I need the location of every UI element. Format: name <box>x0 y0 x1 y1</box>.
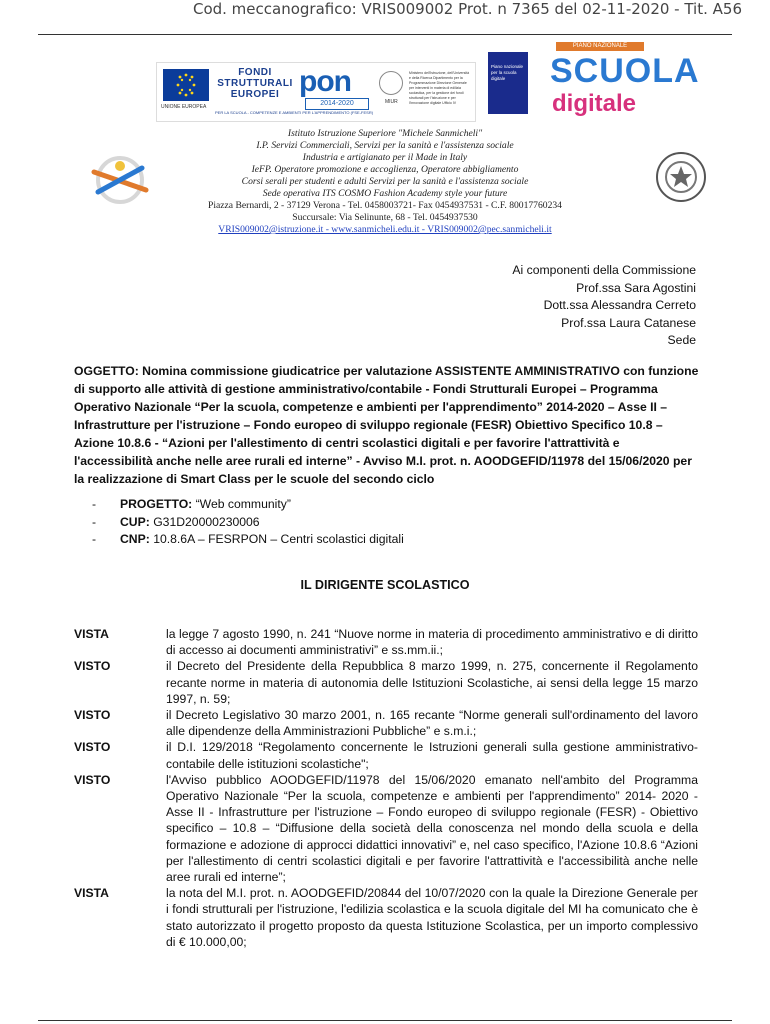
bullet-key: PROGETTO: <box>120 497 193 511</box>
fondi-caption: PER LA SCUOLA - COMPETENZE E AMBIENTI PER L'APPRENDIMENTO (FSE-FESR) <box>215 110 374 115</box>
protocol-code: Cod. meccanografico: VRIS009002 Prot. n 7365 del 02-11-2020 - Tit. A56 <box>192 0 742 18</box>
recipient-line: Dott.ssa Alessandra Cerreto <box>543 298 696 312</box>
bullet-key: CNP: <box>120 532 150 546</box>
institute-line: Corsi serali per studenti e adulti Servizi per la sanità e l'assistenza sociale <box>241 176 529 187</box>
eu-caption: UNIONE EUROPEA <box>161 104 207 110</box>
premise-key: VISTO <box>74 659 111 674</box>
bullet-dash: - <box>92 497 97 511</box>
pon-logo-text: pon <box>299 65 351 98</box>
premise-text: la nota del M.I. prot. n. AOODGEFID/20844 del 10/07/2020 con la quale la Direzione Generale per i fondi strutturali per l'istruzione, l'edilizia scolastica e la scuola digitale del MI ha comunicato che è stato autorizzato il progetto proposto da questa Istituzione Scolastica, per un importo complessivo di € 10.000,00; <box>166 886 698 949</box>
pon-banner <box>156 62 476 122</box>
header-rule <box>38 34 732 35</box>
protocol-header <box>0 0 770 34</box>
miur-caption: MIUR <box>385 99 398 105</box>
list-item <box>92 496 692 514</box>
institute-logo-icon <box>86 150 154 210</box>
recipient-line: Sede <box>667 333 696 347</box>
pnsd-label: PIANO NAZIONALE <box>556 42 644 51</box>
recipient-line: Ai componenti della Commissione <box>512 263 696 277</box>
premise-key: VISTO <box>74 772 111 787</box>
institute-branch: Succursale: Via Selinunte, 68 - Tel. 0454937530 <box>292 212 478 223</box>
premise-key: VISTA <box>74 886 109 901</box>
miur-text: Ministero dell'Istruzione, dell'Università e della Ricerca Dipartimento per la Programmazione Direzione Generale per interventi in materia di edilizia scolastica, per la gestione dei fondi strutturali per l'istruzione e per l'innovazione digitale Ufficio IV <box>409 71 470 105</box>
institute-name: Istituto Istruzione Superiore "Michele Sanmicheli" <box>287 128 483 139</box>
list-item <box>92 531 692 549</box>
list-item <box>92 514 692 532</box>
section-heading: IL DIRIGENTE SCOLASTICO <box>300 578 470 592</box>
bullet-dash: - <box>92 532 97 546</box>
institute-line: Industria e artigianato per il Made in Italy <box>302 152 468 163</box>
institute-contact-links[interactable]: VRIS009002@istruzione.it - www.sanmicheli.edu.it - VRIS009002@pec.sanmicheli.it <box>218 224 552 235</box>
recipient-line: Prof.ssa Sara Agostini <box>576 280 696 295</box>
institute-line: I.P. Servizi Commerciali, Servizi per la sanità e l'assistenza sociale <box>256 140 514 151</box>
digitale-text: digitale <box>552 90 637 117</box>
list-item <box>74 707 700 739</box>
republic-seal-icon <box>379 71 403 95</box>
pnsd-box-text: Piano nazionale per la scuola digitale <box>491 64 524 81</box>
institute-line: IeFP. Operatore promozione e accoglienza, Operatore abbigliamento <box>251 164 519 175</box>
italian-emblem-icon <box>654 150 708 204</box>
subject-paragraph: OGGETTO: Nomina commissione giudicatrice per valutazione ASSISTENTE AMMINISTRATIVO con funzione di supporto alle attività di gestione amministrativo/contabile - Fondi Strutturali Europei – Programma Operativo Nazionale “Per la scuola, competenze e ambienti per l'apprendimento” 2014-2020 – Asse II – Infrastrutture per l'istruzione – Fondo europeo di sviluppo regionale (FESR) Obiettivo Specifico 10.8 – Azione 10.8.6 - “Azioni per l'allestimento di centri scolastici digitali e per favorire l'attrattività e l'accessibilità anche nelle aree rurali ed interne” - Avviso M.I. prot. n. AOODGEFID/11978 del 15/06/2020 per la realizzazione di Smart Class per le scuole del secondo ciclo <box>74 364 699 486</box>
bullet-dash: - <box>92 514 97 529</box>
project-details <box>92 496 692 549</box>
premise-key: VISTO <box>74 708 111 723</box>
premises-list <box>74 626 700 950</box>
bullet-key: CUP: <box>120 514 150 529</box>
institute-address: Piazza Bernardi, 2 - 37129 Verona - Tel. 0458003721- Fax 0454937531 - C.F. 80017760234 <box>208 200 562 211</box>
premise-key: VISTA <box>74 627 109 641</box>
pon-years: 2014-2020 <box>305 98 369 110</box>
list-item <box>74 739 700 771</box>
institute-line: Sede operativa ITS COSMO Fashion Academy style your future <box>262 188 508 199</box>
premise-key: VISTO <box>74 740 111 755</box>
recipients-block <box>396 262 696 350</box>
recipient-line: Prof.ssa Laura Catanese <box>561 315 696 330</box>
list-item <box>74 626 700 658</box>
premise-text: il Decreto Legislativo 30 marzo 2001, n. 165 recante “Norme generali sull'ordinamento del lavoro alle dipendenze della Amministrazioni Pubbliche” e s.m.i.; <box>166 708 698 739</box>
list-item <box>74 885 700 950</box>
scuola-text: SCUOLA <box>550 52 700 90</box>
premise-text: la legge 7 agosto 1990, n. 241 “Nuove norme in materia di procedimento amministrativo e di diritto di accesso ai documenti amministrativi” e ss.mm.ii.; <box>166 627 698 658</box>
eu-flag-icon <box>163 69 209 101</box>
premise-text: l'Avviso pubblico AOODGEFID/11978 del 15/06/2020 emanato nell'ambito del Programma Operativo Nazionale “Per la scuola, competenze e ambienti per l'apprendimento” 2014- 2020 - Asse II - Infrastrutture per l'istruzione – Fondo europeo di sviluppo regionale (FESR) - Obiettivo specifico – 10.8 – “Diffusione della società della conoscenza nel mondo della scuola e della formazione e adozione di approcci didattici innovativi” e, nel caso specifico, l'Azione 10.8.6 “Azioni per l'allestimento di centri scolastici digitali e per favorire l'attrattività e l'accessibilità anche nelle aree rurali ed interne”; <box>166 772 698 885</box>
pnsd-box-logo <box>488 52 528 114</box>
institute-info <box>160 128 610 236</box>
list-item <box>74 772 700 885</box>
footer-rule <box>38 1020 732 1021</box>
bullet-value: 10.8.6A – FESRPON – Centri scolastici digitali <box>153 532 404 546</box>
bullet-value: “Web community” <box>195 497 291 511</box>
premise-text: il Decreto del Presidente della Repubblica 8 marzo 1999, n. 275, concernente il Regolamento recante norme in materia di autonomia delle Istituzioni Scolastiche, ai sensi della legge 15 marzo 1997, n. 59; <box>166 659 698 706</box>
premise-text: il D.I. 129/2018 “Regolamento concernente le Istruzioni generali sulla gestione amministrativo-contabile delle istituzioni scolastiche"; <box>166 740 698 771</box>
scuola-digitale-logo <box>540 42 700 118</box>
bullet-value: G31D20000230006 <box>153 514 260 529</box>
list-item <box>74 658 700 707</box>
fondi-strutturali-text: FONDI STRUTTURALI EUROPEI <box>217 67 293 100</box>
